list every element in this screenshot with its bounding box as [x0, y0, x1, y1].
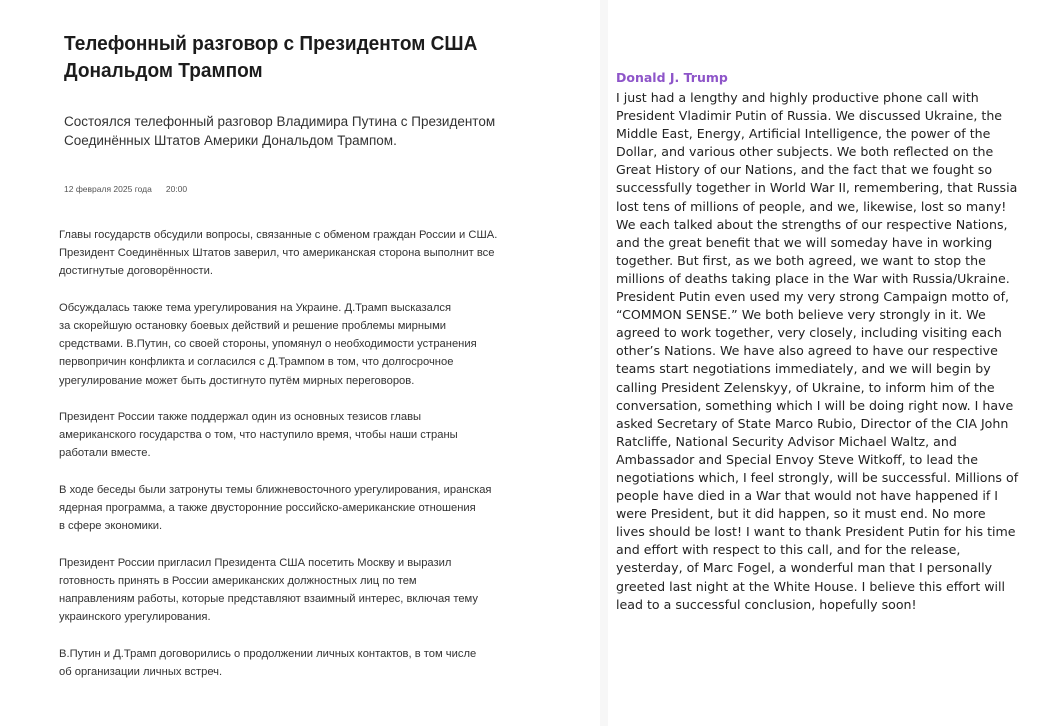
article-meta	[64, 184, 187, 194]
post-line: lives should be lost! I want to thank President Putin for his time	[616, 524, 1016, 540]
post-line: lead to a successful conclusion, hopefully soon!	[616, 596, 917, 612]
post-line: negotiations which, I feel strongly, will be successful. Millions of	[616, 469, 1019, 485]
post-line: lost tens of millions of people, and we, likewise, lost so many!	[616, 198, 1007, 214]
post-line: asked Secretary of State Marco Rubio, Director of the CIA John	[616, 415, 1009, 431]
post-line: President Putin even used my very strong Campaign motto of,	[616, 289, 1010, 305]
paragraph-line: американского государства о том, что наступило время, чтобы наши страны	[59, 429, 458, 442]
post-line: Ambassador and Special Envoy Steve Witkoff, to lead the	[616, 451, 978, 467]
post-line: Great History of our Nations, and the fact that we fought so	[616, 162, 993, 178]
post-line: people have died in a War that would not have happened if I	[616, 488, 998, 504]
paragraph-line: В ходе беседы были затронуты темы ближневосточного урегулирования, иранская	[59, 483, 492, 496]
paragraph-line: урегулирование может быть достигнуто путём мирных переговоров.	[59, 374, 415, 387]
post-line: millions of deaths taking place in the War with Russia/Ukraine.	[616, 270, 1010, 286]
post-line: Middle East, Energy, Artificial Intelligence, the power of the	[616, 126, 991, 142]
post-line: and effort with respect to this call, and for the release,	[616, 542, 961, 558]
article-lead-line: Состоялся телефонный разговор Владимира Путина с Президентом	[64, 114, 496, 129]
post-line: together. But first, as we both agreed, we want to stop the	[616, 252, 986, 268]
article-date: 12 февраля 2025 года	[64, 184, 152, 194]
panel-divider	[600, 0, 608, 726]
article-title-line: Телефонный разговор с Президентом США	[64, 32, 478, 55]
article-body	[59, 226, 579, 699]
article-lead	[64, 112, 564, 150]
paragraph-line: средствами. В.Путин, со своей стороны, упомянул о необходимости устранения	[59, 338, 477, 351]
post-line: successfully together in World War II, remembering, that Russia	[616, 180, 1018, 196]
post-line: “COMMON SENSE.” We both believe very strongly in it. We	[616, 307, 986, 323]
post-line: were President, but it did happen, so it must end. No more	[616, 506, 986, 522]
paragraph-line: об организации личных встреч.	[59, 665, 223, 678]
paragraph-line: В.Путин и Д.Трамп договорились о продолжении личных контактов, в том числе	[59, 647, 477, 660]
paragraph-line: Президент России пригласил Президента США посетить Москву и выразил	[59, 556, 452, 569]
paragraph-line: первопричин конфликта и согласился с Д.Трампом в том, что долгосрочное	[59, 356, 454, 369]
article-lead-line: Соединённых Штатов Америки Дональдом Трампом.	[64, 133, 397, 148]
post-line: greeted last night at the White House. I believe this effort will	[616, 578, 1006, 594]
post-line: agreed to work together, very closely, including visiting each	[616, 325, 1002, 341]
post-line: Ratcliffe, National Security Advisor Michael Waltz, and	[616, 433, 957, 449]
post-line: yesterday, of Marc Fogel, a wonderful man that I personally	[616, 560, 993, 576]
article-title	[64, 30, 510, 84]
paragraph-line: ядерная программа, а также двусторонние российско-американские отношения	[59, 502, 476, 514]
paragraph-line: Президент России также поддержал один из основных тезисов главы	[59, 411, 422, 423]
article-time: 20:00	[165, 184, 188, 194]
post-author[interactable]: Donald J. Trump	[616, 70, 728, 85]
post-line: and the great benefit that we will someday have in working	[616, 234, 993, 250]
post-line: teams start negotiations immediately, and we will begin by	[616, 361, 991, 377]
post-body	[616, 89, 1018, 614]
article-paragraph	[59, 299, 579, 390]
paragraph-line: в сфере экономики.	[59, 520, 163, 533]
post-line: I just had a lengthy and highly productive phone call with	[616, 90, 979, 105]
post-line: Dollar, and various other subjects. We both reflected on the	[616, 144, 994, 160]
paragraph-line: работали вместе.	[59, 447, 151, 460]
post-line: We each talked about the strengths of our respective Nations,	[616, 216, 1008, 232]
article-paragraph	[59, 226, 579, 281]
post-line: President Vladimir Putin of Russia. We discussed Ukraine, the	[616, 108, 1003, 124]
post-line: conversation, something which I will be doing right now. I have	[616, 397, 1014, 413]
article-paragraph	[59, 481, 579, 536]
post-line: other’s Nations. We have also agreed to have our respective	[616, 343, 998, 359]
paragraph-line: направлениям работы, которые представляют взаимный интерес, включая тему	[59, 593, 478, 605]
paragraph-line: Обсуждалась также тема урегулирования на Украине. Д.Трамп высказался	[59, 301, 452, 314]
article-paragraph	[59, 554, 579, 627]
article-title-line: Дональдом Трампом	[64, 59, 263, 82]
paragraph-line: украинского урегулирования.	[59, 611, 211, 624]
truth-social-post	[608, 60, 1058, 726]
article-paragraph	[59, 408, 579, 463]
paragraph-line: Президент Соединённых Штатов заверил, что американская сторона выполнит все	[59, 247, 495, 260]
paragraph-line: достигнутые договорённости.	[59, 265, 214, 278]
paragraph-line: Главы государств обсудили вопросы, связанные с обменом граждан России и США.	[59, 229, 498, 241]
post-line: calling President Zelenskyy, of Ukraine, to inform him of the	[616, 379, 995, 395]
article-paragraph	[59, 645, 579, 681]
paragraph-line: готовность принять в России американских должностных лиц по тем	[59, 574, 417, 587]
paragraph-line: за скорейшую остановку боевых действий и решение проблемы мирными	[59, 320, 447, 332]
